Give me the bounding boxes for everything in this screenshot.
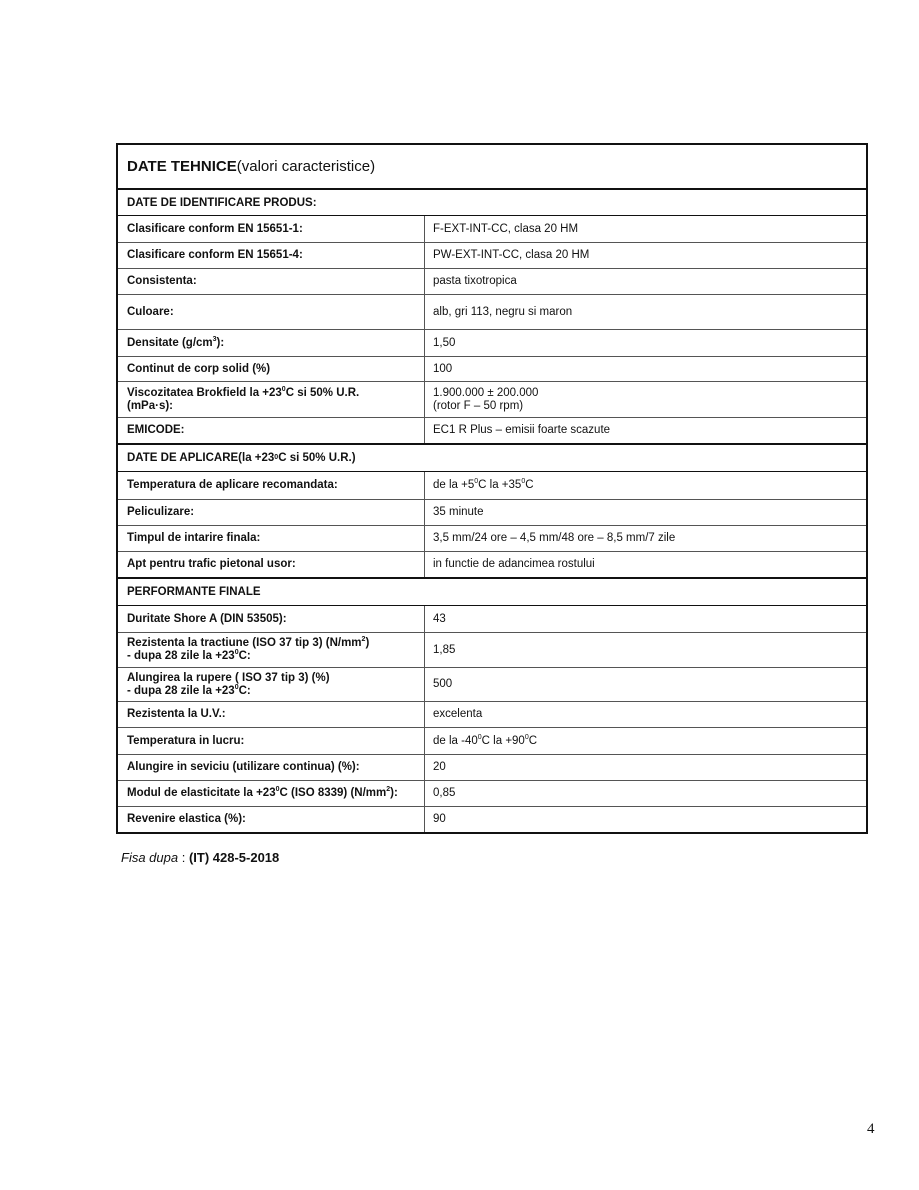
property-label xyxy=(118,216,425,242)
text-segment: C la +90 xyxy=(481,734,525,747)
text-segment: C xyxy=(525,479,534,491)
note-sep: : xyxy=(178,850,189,865)
text-segment: pasta tixotropica xyxy=(433,275,517,287)
value-text xyxy=(433,479,534,492)
value-text xyxy=(433,708,482,721)
label-text xyxy=(127,223,303,236)
property-value xyxy=(425,526,866,551)
label-text xyxy=(127,506,194,519)
text-segment: Consistenta: xyxy=(127,275,197,287)
text-segment: Revenire elastica (%): xyxy=(127,813,246,825)
property-label xyxy=(118,728,425,754)
text-segment: 500 xyxy=(433,678,453,690)
property-value xyxy=(425,702,866,727)
source-note xyxy=(121,850,279,865)
value-text xyxy=(433,306,572,319)
table-row xyxy=(118,727,866,754)
value-text xyxy=(433,613,446,626)
text-segment: Peliculizare: xyxy=(127,506,195,518)
table-row xyxy=(118,216,866,242)
text-segment: EC1 R Plus – emisii foarte scazute xyxy=(433,424,611,436)
label-text xyxy=(127,613,287,626)
property-value xyxy=(425,330,866,356)
text-segment: 100 xyxy=(433,362,453,375)
value-text xyxy=(433,735,537,748)
text-segment: Duritate Shore A (DIN 53505): xyxy=(127,612,287,625)
property-value xyxy=(425,269,866,294)
property-label xyxy=(118,500,425,525)
text-segment: Densitate (g/cm xyxy=(127,336,213,349)
text-segment: C: xyxy=(238,684,251,697)
label-text xyxy=(127,275,197,288)
property-label xyxy=(118,330,425,356)
text-segment: (mPa·s): xyxy=(127,399,174,412)
title-bold: DATE TEHNICE xyxy=(127,158,237,175)
superscript: 0 xyxy=(521,478,526,486)
label-text xyxy=(127,306,174,319)
text-segment: PW-EXT-INT-CC, clasa 20 HM xyxy=(433,249,590,261)
text-segment: Temperatura in lucru: xyxy=(127,734,245,747)
table-title xyxy=(118,145,866,188)
property-value xyxy=(425,382,866,417)
text-segment: 3,5 mm/24 ore – 4,5 mm/48 ore – 8,5 mm/7 zile xyxy=(433,532,676,544)
text-segment: 43 xyxy=(433,612,446,625)
value-text xyxy=(433,223,578,236)
table-row xyxy=(118,806,866,832)
text-segment: Timpul de intarire finala: xyxy=(127,532,261,544)
value-text xyxy=(433,337,455,350)
table-row xyxy=(118,499,866,525)
label-text xyxy=(127,337,224,350)
label-text xyxy=(127,479,338,492)
property-label xyxy=(118,606,425,632)
property-label xyxy=(118,295,425,329)
property-label xyxy=(118,526,425,551)
property-value xyxy=(425,295,866,329)
text-segment: de la +5 xyxy=(433,479,475,491)
property-label xyxy=(118,755,425,780)
value-text xyxy=(433,761,446,774)
text-segment: 1,85 xyxy=(433,643,456,656)
property-value xyxy=(425,243,866,268)
superscript: 0 xyxy=(474,478,479,486)
table-row xyxy=(118,551,866,577)
property-value xyxy=(425,728,866,754)
superscript: 3 xyxy=(212,335,217,343)
text-segment: EMICODE: xyxy=(127,424,185,436)
text-segment: 1.900.000 ± 200.000 xyxy=(433,386,539,399)
text-segment: alb, gri 113, negru si maron xyxy=(433,305,573,318)
value-text xyxy=(433,813,446,826)
property-label xyxy=(118,418,425,443)
table-row xyxy=(118,242,866,268)
label-text xyxy=(127,387,359,413)
technical-data-table xyxy=(116,143,868,834)
text-segment: Modul de elasticitate la +23 xyxy=(127,787,276,799)
text-segment: DATE DE IDENTIFICARE PRODUS: xyxy=(127,196,317,209)
text-segment: - dupa 28 zile la +23 xyxy=(127,684,235,697)
property-label xyxy=(118,668,425,701)
table-row xyxy=(118,754,866,780)
text-segment: Alungire in seviciu (utilizare continua) (%): xyxy=(127,761,360,773)
text-segment: C (ISO 8339) (N/mm xyxy=(279,787,387,799)
property-value xyxy=(425,472,866,499)
text-segment: (la +23 xyxy=(238,452,275,464)
property-value xyxy=(425,668,866,701)
section-heading-text xyxy=(118,190,317,215)
text-segment: 0,85 xyxy=(433,787,456,799)
text-segment: Clasificare conform EN 15651-4: xyxy=(127,249,303,261)
table-row xyxy=(118,417,866,443)
label-text xyxy=(127,672,330,698)
section-heading-text: DATE DE APLICARE (la +23 0 C si 50% U.R.) xyxy=(127,452,356,464)
text-segment: C la +35 xyxy=(478,479,522,491)
property-value xyxy=(425,418,866,443)
table-row xyxy=(118,294,866,329)
superscript: 2 xyxy=(386,786,391,794)
text-segment: C si 50% U.R. xyxy=(285,386,360,399)
property-label xyxy=(118,269,425,294)
text-segment: ): xyxy=(390,787,398,799)
superscript: 2 xyxy=(361,636,366,644)
text-segment: 1,50 xyxy=(433,336,456,349)
property-value xyxy=(425,807,866,832)
value-text xyxy=(433,275,517,288)
text-segment: 90 xyxy=(433,813,446,825)
table-row xyxy=(118,667,866,701)
table-row xyxy=(118,268,866,294)
note-label: Fisa dupa xyxy=(121,850,179,865)
text-segment: 20 xyxy=(433,761,446,773)
table-row xyxy=(118,701,866,727)
value-text xyxy=(433,644,455,657)
value-text xyxy=(433,506,484,519)
table-row xyxy=(118,606,866,632)
property-label xyxy=(118,552,425,577)
value-text xyxy=(433,249,589,262)
text-segment: Rezistenta la U.V.: xyxy=(127,708,226,720)
label-text xyxy=(127,363,270,376)
text-segment: PERFORMANTE FINALE xyxy=(127,586,261,598)
label-text xyxy=(127,249,303,262)
label-text xyxy=(127,813,246,826)
section-heading xyxy=(118,577,866,606)
text-segment: excelenta xyxy=(433,708,483,720)
text-segment: in functie de adancimea rostului xyxy=(433,558,595,570)
property-value xyxy=(425,500,866,525)
label-text xyxy=(127,787,398,800)
table-row xyxy=(118,780,866,806)
superscript: 0 xyxy=(281,385,286,393)
value-text xyxy=(433,558,595,571)
property-value xyxy=(425,552,866,577)
table-row xyxy=(118,356,866,381)
property-label xyxy=(118,807,425,832)
label-text xyxy=(127,735,244,748)
property-label xyxy=(118,633,425,667)
text-segment: C: xyxy=(238,650,251,662)
property-value xyxy=(425,357,866,381)
section-heading xyxy=(118,443,866,472)
note-reference: (IT) 428-5-2018 xyxy=(188,850,280,865)
text-segment: F-EXT-INT-CC, clasa 20 HM xyxy=(433,222,579,235)
text-segment: DATE DE APLICARE xyxy=(127,452,239,464)
label-text xyxy=(127,637,369,663)
table-row xyxy=(118,381,866,417)
property-value xyxy=(425,755,866,780)
table-row xyxy=(118,632,866,667)
value-text xyxy=(433,424,610,437)
superscript: 0 xyxy=(234,649,239,657)
property-label xyxy=(118,781,425,806)
text-segment: C xyxy=(528,734,538,747)
text-segment: ): xyxy=(216,336,225,349)
value-text xyxy=(433,387,538,413)
superscript: 0 xyxy=(477,733,482,741)
value-text xyxy=(433,532,675,545)
page-number: 4 xyxy=(867,1121,875,1137)
property-label xyxy=(118,472,425,499)
text-segment: Alungirea la rupere ( ISO 37 tip 3) (%) xyxy=(127,671,330,684)
text-segment: Rezistenta la tractiune (ISO 37 tip 3) (N/mm xyxy=(127,637,362,649)
text-segment: - dupa 28 zile la +23 xyxy=(127,650,235,662)
text-segment: de la -40 xyxy=(433,734,478,747)
superscript: 0 xyxy=(524,733,529,741)
text-segment: Temperatura de aplicare recomandata: xyxy=(127,479,338,491)
table-row xyxy=(118,472,866,499)
text-segment: C si 50% U.R.) xyxy=(278,452,356,464)
value-text xyxy=(433,678,452,691)
property-value xyxy=(425,216,866,242)
property-label xyxy=(118,243,425,268)
section-heading-text xyxy=(118,579,261,605)
property-value xyxy=(425,606,866,632)
table-row xyxy=(118,525,866,551)
table-row xyxy=(118,329,866,356)
text-segment: Apt pentru trafic pietonal usor: xyxy=(127,558,296,570)
property-label xyxy=(118,357,425,381)
label-text xyxy=(127,532,260,545)
text-segment: Clasificare conform EN 15651-1: xyxy=(127,222,303,235)
label-text xyxy=(127,424,185,437)
value-text xyxy=(433,787,455,800)
property-value xyxy=(425,781,866,806)
label-text xyxy=(127,558,296,571)
superscript: 0 xyxy=(275,786,280,794)
text-segment: ) xyxy=(365,637,370,649)
label-text xyxy=(127,761,360,774)
text-segment: (rotor F – 50 rpm) xyxy=(433,399,524,412)
text-segment: Continut de corp solid (%) xyxy=(127,362,271,375)
property-label xyxy=(118,382,425,417)
property-label xyxy=(118,702,425,727)
text-segment: Culoare: xyxy=(127,305,174,318)
text-segment: Viscozitatea Brokfield la +23 xyxy=(127,386,282,399)
superscript: 0 xyxy=(234,683,239,691)
label-text xyxy=(127,708,226,721)
value-text xyxy=(433,363,452,376)
section-heading xyxy=(118,188,866,216)
property-value xyxy=(425,633,866,667)
title-normal: (valori caracteristice) xyxy=(236,158,376,175)
text-segment: 35 minute xyxy=(433,506,484,518)
